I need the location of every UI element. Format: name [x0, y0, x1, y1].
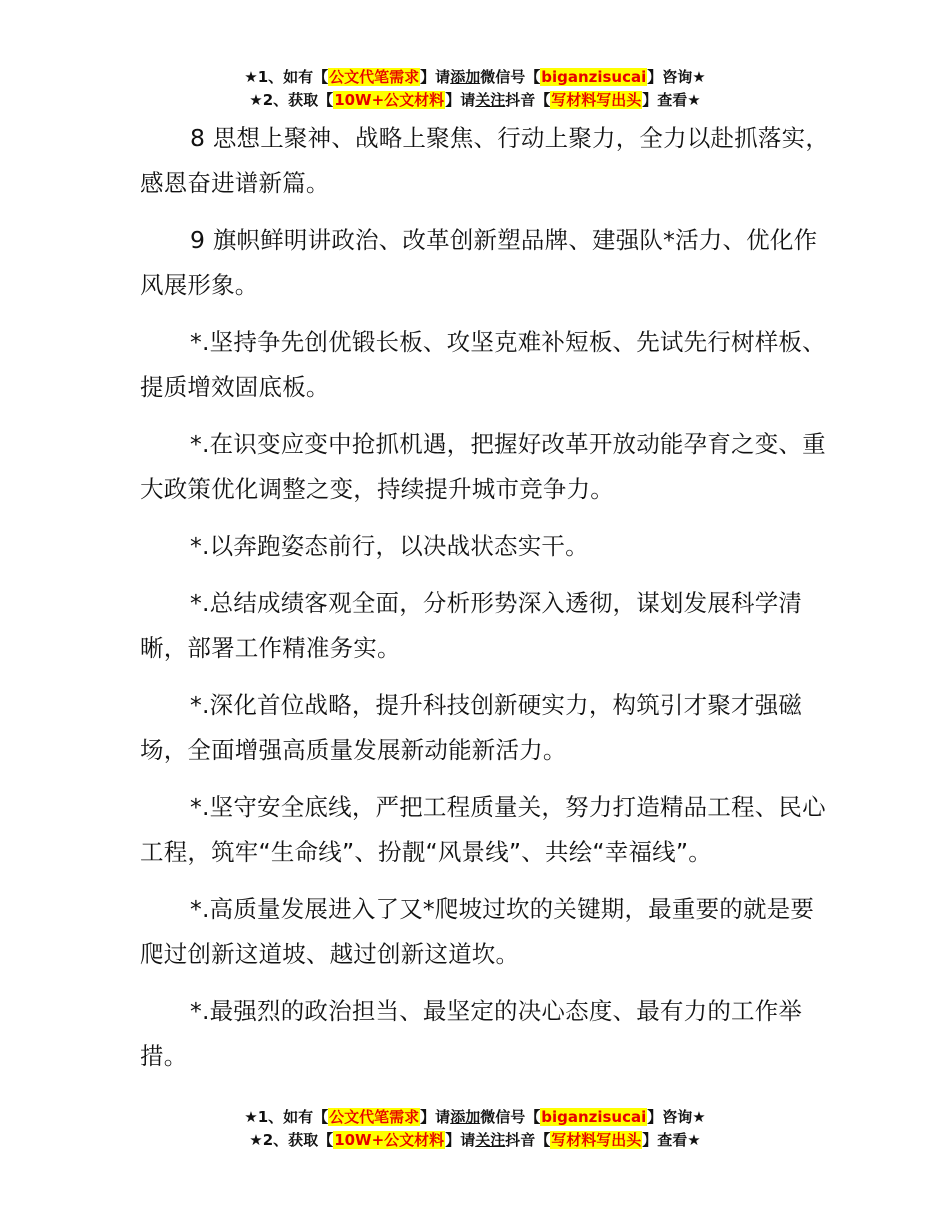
wechat-id-highlight: biganzisucai: [541, 68, 647, 86]
materials-highlight: 10W+公文材料: [334, 91, 445, 109]
header-banner: [0, 66, 950, 112]
paragraph: 8 思想上聚神、战略上聚焦、行动上聚力，全力以赴抓落实，感恩奋进谱新篇。: [140, 124, 830, 197]
paragraph: *.在识变应变中抢抓机遇，把握好改革开放动能孕育之变、重大政策优化调整之变，持续提升城市竞争力。: [140, 430, 826, 503]
paragraph: 9 旗帜鲜明讲政治、改革创新塑品牌、建强队*活力、优化作风展形象。: [140, 226, 818, 299]
paragraph: *.总结成绩客观全面，分析形势深入透彻，谋划发展科学清晰，部署工作精准务实。: [140, 589, 803, 662]
banner-line-2: ★2、获取【10W+公文材料】请关注抖音【写材料写出头】查看★: [249, 91, 701, 109]
paragraph: *.以奔跑姿态前行，以决战状态实干。: [190, 532, 589, 560]
service-highlight: 公文代笔需求: [329, 68, 420, 86]
paragraph: *.坚持争先创优锻长板、攻坚克难补短板、先试先行树样板、提质增效固底板。: [140, 328, 826, 401]
paragraph: *.高质量发展进入了又*爬坡过坎的关键期，最重要的就是要爬过创新这道坡、越过创新这道坎。: [140, 895, 815, 968]
douyin-account-highlight: 写材料写出头: [551, 91, 642, 109]
paragraph: *.深化首位战略，提升科技创新硬实力，构筑引才聚才强磁场，全面增强高质量发展新动能新活力。: [140, 691, 803, 764]
paragraph: *.最强烈的政治担当、最坚定的决心态度、最有力的工作举措。: [140, 997, 803, 1070]
service-highlight: 公文代笔需求: [329, 1108, 420, 1126]
wechat-id-highlight: biganzisucai: [541, 1108, 647, 1126]
materials-highlight: 10W+公文材料: [334, 1131, 445, 1149]
douyin-account-highlight: 写材料写出头: [551, 1131, 642, 1149]
banner-line-2: ★2、获取【10W+公文材料】请关注抖音【写材料写出头】查看★: [249, 1131, 701, 1149]
paragraph: *.坚守安全底线，严把工程质量关，努力打造精品工程、民心工程，筑牢“生命线”、扮靓“风景线”、共绘“幸福线”。: [140, 793, 826, 866]
banner-line-1: ★1、如有【公文代笔需求】请添加微信号【biganzisucai】咨询★: [244, 1108, 706, 1126]
footer-banner: [0, 1106, 950, 1152]
banner-line-1: ★1、如有【公文代笔需求】请添加微信号【biganzisucai】咨询★: [244, 68, 706, 86]
document-body: [140, 116, 830, 1091]
